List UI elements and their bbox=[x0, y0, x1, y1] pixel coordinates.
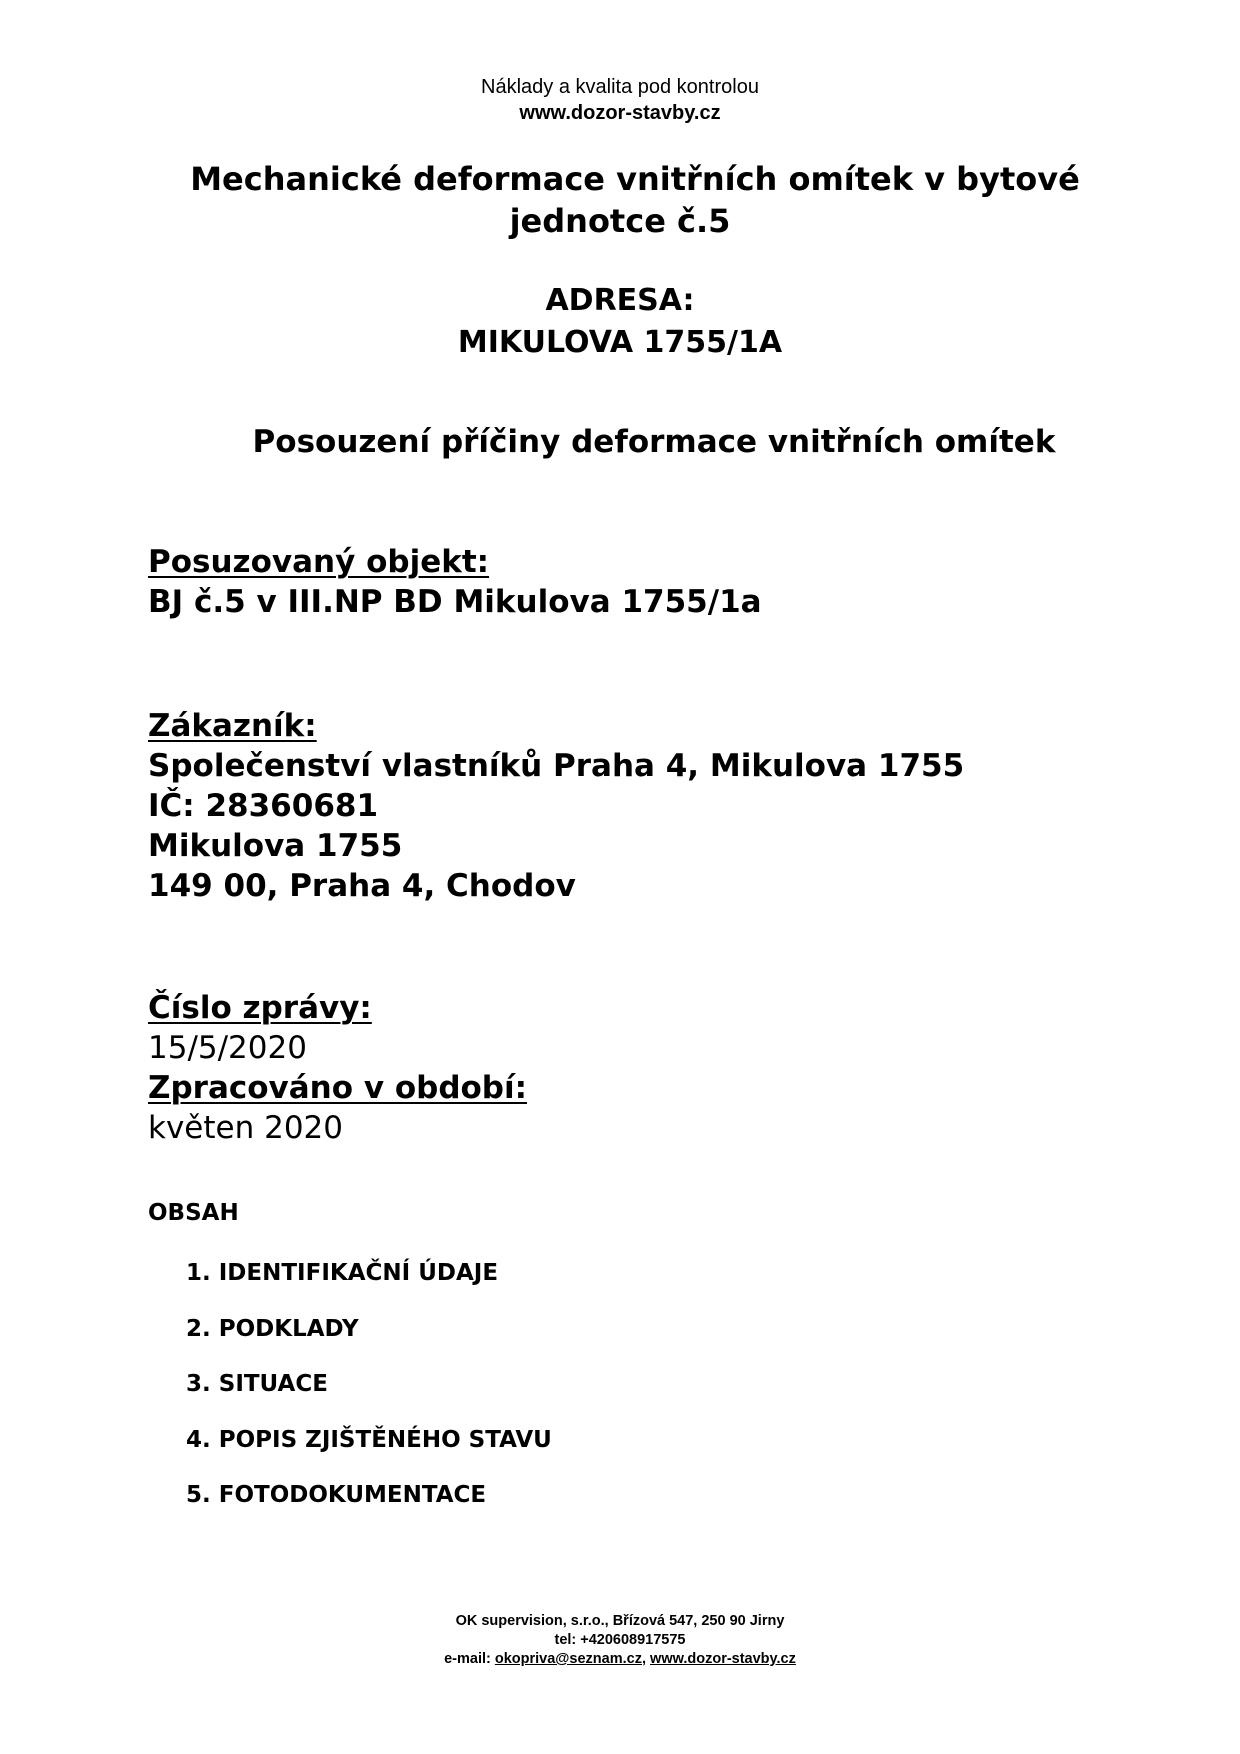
document-title-line1: Mechanické deformace vnitřních omítek v bytové bbox=[190, 160, 1080, 198]
report-period-heading: Zpracováno v období: bbox=[148, 1070, 528, 1106]
customer-section bbox=[148, 706, 964, 906]
document-title bbox=[0, 158, 1240, 242]
customer-street: Mikulova 1755 bbox=[148, 828, 403, 864]
document-title-line2: jednotce č.5 bbox=[509, 202, 731, 240]
address-block bbox=[0, 280, 1240, 364]
header-website[interactable]: www.dozor-stavby.cz bbox=[519, 102, 721, 124]
toc-item: 4. POPIS ZJIŠTĚNÉHO STAVU bbox=[186, 1426, 552, 1453]
table-of-contents bbox=[186, 1258, 552, 1536]
footer-contact-line bbox=[0, 1650, 1240, 1669]
page-header bbox=[0, 74, 1240, 126]
object-heading: Posuzovaný objekt: bbox=[148, 544, 490, 580]
document-subtitle: Posouzení příčiny deformace vnitřních omítek bbox=[252, 424, 1056, 460]
toc-item: 3. SITUACE bbox=[186, 1371, 328, 1397]
object-section bbox=[148, 542, 762, 622]
object-value: BJ č.5 v III.NP BD Mikulova 1755/1a bbox=[148, 584, 762, 620]
customer-city: 149 00, Praha 4, Chodov bbox=[148, 868, 576, 904]
toc-label: OBSAH bbox=[148, 1200, 239, 1226]
footer-email-link[interactable]: okopriva@seznam.cz bbox=[494, 1651, 642, 1667]
customer-ic: IČ: 28360681 bbox=[148, 788, 379, 824]
report-number: 15/5/2020 bbox=[148, 1030, 307, 1066]
footer-website-link[interactable]: www.dozor-stavby.cz bbox=[650, 1651, 796, 1667]
customer-heading: Zákazník: bbox=[148, 708, 317, 744]
address-label: ADRESA: bbox=[545, 283, 695, 318]
footer-email-label: e-mail: bbox=[444, 1651, 495, 1667]
address-value: MIKULOVA 1755/1A bbox=[457, 325, 783, 360]
report-section bbox=[148, 988, 527, 1148]
toc-item: 5. FOTODOKUMENTACE bbox=[186, 1482, 487, 1508]
customer-name: Společenství vlastníků Praha 4, Mikulova 1755 bbox=[148, 748, 965, 784]
toc-item: 1. IDENTIFIKAČNÍ ÚDAJE bbox=[186, 1260, 499, 1286]
report-period: květen 2020 bbox=[148, 1110, 343, 1146]
footer-separator: , bbox=[641, 1651, 651, 1667]
toc-item: 2. PODKLADY bbox=[186, 1315, 359, 1342]
header-tagline: Náklady a kvalita pod kontrolou bbox=[481, 76, 759, 98]
page-footer bbox=[0, 1612, 1240, 1669]
footer-company: OK supervision, s.r.o., Břízová 547, 250 90 Jirny bbox=[455, 1613, 785, 1629]
report-number-heading: Číslo zprávy: bbox=[148, 990, 372, 1026]
footer-phone: tel: +420608917575 bbox=[554, 1632, 686, 1648]
